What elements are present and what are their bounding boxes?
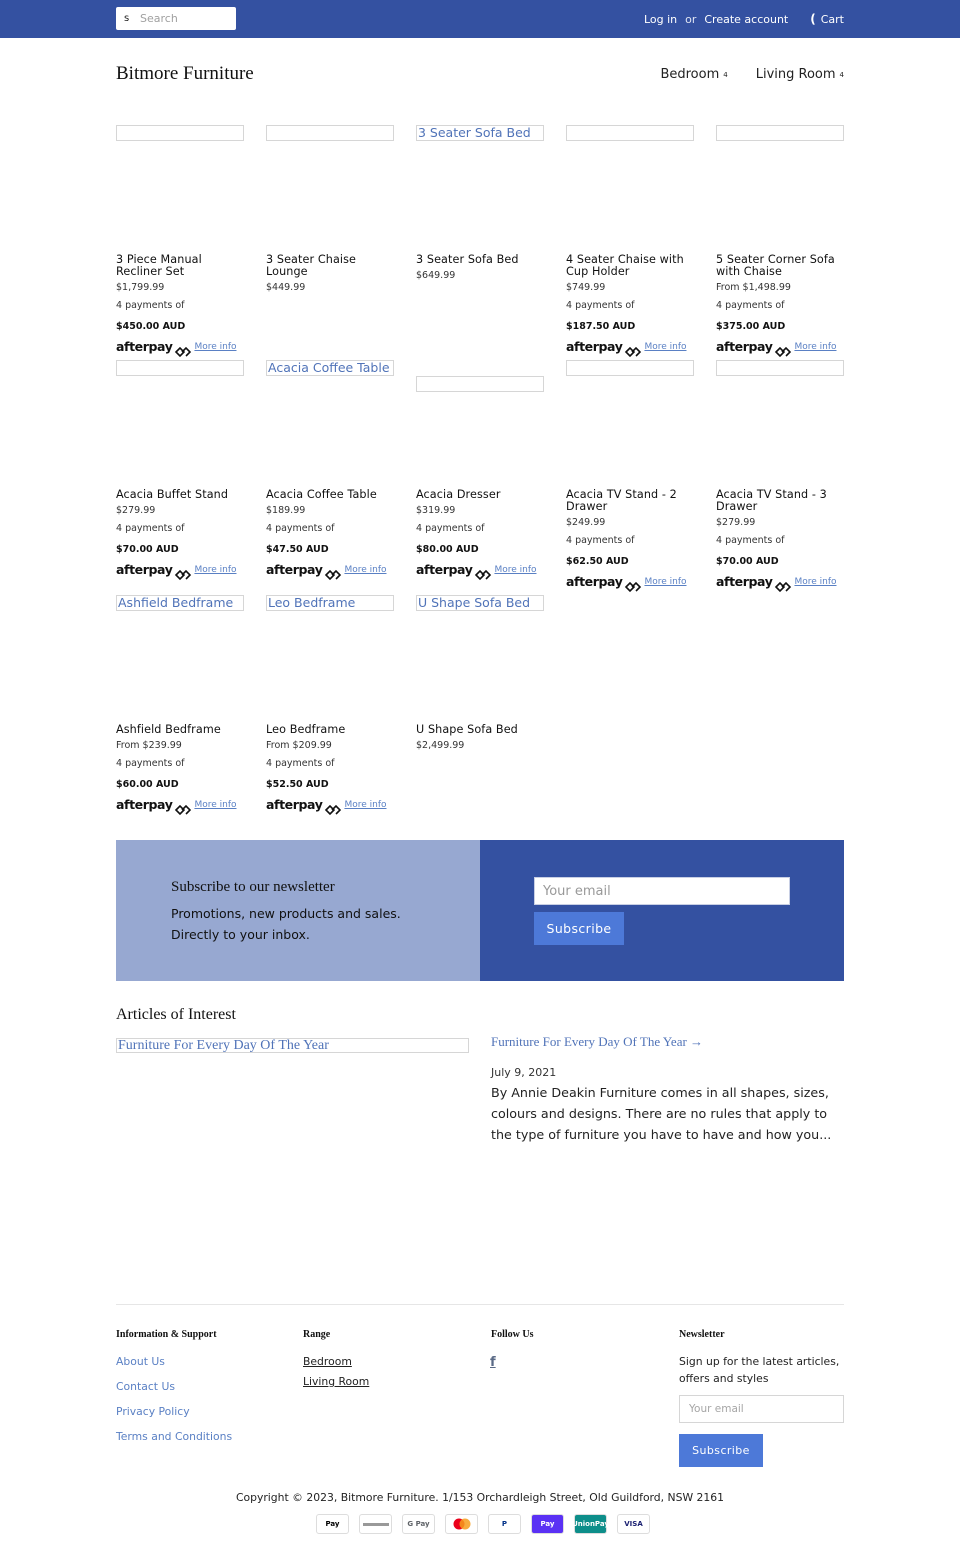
site-logo[interactable]: Bitmore Furniture: [116, 63, 254, 84]
product-title[interactable]: Acacia Buffet Stand: [116, 488, 229, 501]
afterpay-more-info-link[interactable]: More info: [644, 341, 687, 352]
search-icon[interactable]: s: [124, 13, 130, 24]
afterpay-badge: [116, 339, 237, 354]
afterpay-badge: [116, 797, 237, 812]
nav-item-bedroom[interactable]: [660, 67, 727, 82]
chevron-down-icon: 4: [723, 70, 728, 79]
product-title[interactable]: Ashfield Bedframe: [116, 723, 221, 736]
newsletter-title: Subscribe to our newsletter: [171, 879, 335, 895]
newsletter-text: Promotions, new products and sales. Directly to your inbox.: [171, 906, 401, 942]
newsletter-panel-right: [480, 840, 844, 981]
afterpay-payments-text: 4 payments of: [116, 758, 185, 769]
afterpay-more-info-link[interactable]: More info: [494, 564, 537, 575]
product-image[interactable]: Leo Bedframe: [266, 595, 394, 611]
apple-pay-icon: Pay: [316, 1514, 349, 1534]
afterpay-amount: $375.00 AUD: [716, 321, 786, 332]
product-price: $449.99: [266, 282, 306, 293]
footer-email-field[interactable]: [679, 1395, 844, 1423]
product-title[interactable]: Acacia TV Stand - 2 Drawer: [566, 488, 677, 513]
afterpay-badge: [716, 574, 837, 589]
search-input[interactable]: [140, 10, 232, 27]
generic-card-icon: [359, 1514, 392, 1534]
afterpay-icon: [775, 342, 789, 351]
product-title[interactable]: 3 Seater Chaise Lounge: [266, 253, 357, 278]
visa-icon: VISA: [617, 1514, 650, 1534]
create-account-link[interactable]: Create account: [704, 12, 789, 26]
mastercard-icon: [445, 1514, 478, 1534]
afterpay-badge: [716, 339, 837, 354]
footer-link-terms[interactable]: Terms and Conditions: [116, 1430, 233, 1443]
product-image[interactable]: [116, 360, 244, 376]
product-image[interactable]: [266, 125, 394, 141]
afterpay-more-info-link[interactable]: More info: [194, 341, 237, 352]
article-date: July 9, 2021: [491, 1066, 557, 1079]
product-image[interactable]: U Shape Sofa Bed: [416, 595, 544, 611]
article-title-link[interactable]: Furniture For Every Day Of The Year →: [491, 1034, 704, 1049]
afterpay-amount: $62.50 AUD: [566, 556, 629, 567]
afterpay-amount: $70.00 AUD: [716, 556, 779, 567]
product-price: From $209.99: [266, 740, 332, 751]
footer-link-living-room[interactable]: Living Room: [303, 1375, 370, 1388]
product-price: $319.99: [416, 505, 456, 516]
afterpay-badge: [566, 339, 687, 354]
chevron-down-icon: 4: [839, 70, 844, 79]
footer-newsletter-heading: Newsletter: [679, 1329, 725, 1340]
product-title[interactable]: 3 Seater Sofa Bed: [416, 253, 519, 266]
product-price: $279.99: [716, 517, 756, 528]
footer-divider: [116, 1304, 844, 1305]
payment-icons: [316, 1514, 650, 1534]
footer-subscribe-button[interactable]: Subscribe: [679, 1434, 763, 1467]
afterpay-payments-text: 4 payments of: [266, 523, 335, 534]
footer-link-contact-us[interactable]: Contact Us: [116, 1380, 175, 1393]
product-title[interactable]: Acacia Coffee Table: [266, 488, 377, 501]
afterpay-icon: [175, 565, 189, 574]
afterpay-logo: afterpay: [266, 562, 323, 577]
afterpay-logo: afterpay: [116, 797, 173, 812]
afterpay-more-info-link[interactable]: More info: [644, 576, 687, 587]
footer-link-privacy-policy[interactable]: Privacy Policy: [116, 1405, 190, 1418]
afterpay-payments-text: 4 payments of: [716, 535, 785, 546]
afterpay-logo: afterpay: [116, 339, 173, 354]
product-image[interactable]: [566, 360, 694, 376]
copyright-text: Copyright © 2023, Bitmore Furniture. 1/153 Orchardleigh Street, Old Guildford, NSW 2161: [235, 1491, 725, 1504]
afterpay-more-info-link[interactable]: More info: [344, 799, 387, 810]
afterpay-payments-text: 4 payments of: [416, 523, 485, 534]
product-image[interactable]: 3 Seater Sofa Bed: [416, 125, 544, 141]
top-bar: [0, 0, 960, 38]
afterpay-amount: $47.50 AUD: [266, 544, 329, 555]
union-pay-icon: UnionPay: [574, 1514, 607, 1534]
footer-range-heading: Range: [303, 1329, 331, 1340]
product-image[interactable]: [716, 360, 844, 376]
afterpay-badge: [266, 797, 387, 812]
product-price: $279.99: [116, 505, 156, 516]
afterpay-payments-text: 4 payments of: [716, 300, 785, 311]
product-price: $249.99: [566, 517, 606, 528]
afterpay-more-info-link[interactable]: More info: [794, 341, 837, 352]
afterpay-amount: $52.50 AUD: [266, 779, 329, 790]
afterpay-more-info-link[interactable]: More info: [194, 799, 237, 810]
afterpay-payments-text: 4 payments of: [266, 758, 335, 769]
afterpay-more-info-link[interactable]: More info: [794, 576, 837, 587]
product-title[interactable]: Acacia TV Stand - 3 Drawer: [716, 488, 827, 513]
nav-item-living-room[interactable]: [756, 67, 844, 82]
afterpay-logo: afterpay: [566, 339, 623, 354]
newsletter-email-field[interactable]: [534, 877, 790, 905]
afterpay-payments-text: 4 payments of: [116, 300, 185, 311]
footer-link-bedroom[interactable]: Bedroom: [303, 1355, 352, 1368]
product-title[interactable]: 5 Seater Corner Sofa with Chaise: [716, 253, 835, 278]
product-price: $2,499.99: [416, 740, 465, 751]
nav-label: Bedroom: [660, 67, 720, 82]
product-price: $749.99: [566, 282, 606, 293]
afterpay-amount: $70.00 AUD: [116, 544, 179, 555]
paypal-icon: P: [488, 1514, 521, 1534]
afterpay-icon: [625, 342, 639, 351]
product-title[interactable]: U Shape Sofa Bed: [416, 723, 518, 736]
cart-icon: (: [810, 12, 816, 26]
product-price: $189.99: [266, 505, 306, 516]
afterpay-payments-text: 4 payments of: [116, 523, 185, 534]
afterpay-logo: afterpay: [266, 797, 323, 812]
footer-newsletter-text: Sign up for the latest articles, offers and styles: [679, 1355, 840, 1385]
afterpay-badge: [416, 562, 537, 577]
afterpay-logo: afterpay: [116, 562, 173, 577]
articles-heading: Articles of Interest: [116, 1006, 236, 1023]
afterpay-amount: $450.00 AUD: [116, 321, 186, 332]
newsletter-subscribe-button[interactable]: Subscribe: [534, 912, 624, 945]
product-price: $1,799.99: [116, 282, 165, 293]
afterpay-badge: [266, 562, 387, 577]
product-title[interactable]: 3 Piece Manual Recliner Set: [116, 253, 202, 278]
product-image[interactable]: Ashfield Bedframe: [116, 595, 244, 611]
afterpay-badge: [566, 574, 687, 589]
afterpay-icon: [775, 577, 789, 586]
afterpay-more-info-link[interactable]: More info: [194, 564, 237, 575]
afterpay-amount: $60.00 AUD: [116, 779, 179, 790]
card-stripe: [363, 1523, 389, 1526]
nav-label: Living Room: [755, 67, 836, 82]
product-price: From $239.99: [116, 740, 182, 751]
afterpay-more-info-link[interactable]: More info: [344, 564, 387, 575]
afterpay-amount: $187.50 AUD: [566, 321, 636, 332]
footer-link-about-us[interactable]: About Us: [116, 1355, 165, 1368]
product-title[interactable]: 4 Seater Chaise with Cup Holder: [566, 253, 684, 278]
google-pay-icon: G Pay: [402, 1514, 435, 1534]
account-links: [644, 12, 844, 26]
afterpay-logo: afterpay: [566, 574, 623, 589]
afterpay-icon: [175, 800, 189, 809]
facebook-icon[interactable]: f: [490, 1355, 496, 1370]
product-image[interactable]: [416, 376, 544, 392]
product-title[interactable]: Acacia Dresser: [416, 488, 501, 501]
afterpay-payments-text: 4 payments of: [566, 300, 635, 311]
afterpay-badge: [116, 562, 237, 577]
product-title[interactable]: Leo Bedframe: [266, 723, 346, 736]
article-excerpt: By Annie Deakin Furniture comes in all shapes, sizes, colours and designs. There are no rules that apply to the type of furniture you have to have and how you...: [491, 1085, 832, 1142]
afterpay-icon: [325, 800, 339, 809]
afterpay-icon: [325, 565, 339, 574]
product-image[interactable]: [116, 125, 244, 141]
cart-link[interactable]: [810, 12, 844, 26]
product-image[interactable]: Acacia Coffee Table: [266, 360, 394, 376]
or-text: or: [685, 12, 697, 26]
product-image[interactable]: [716, 125, 844, 141]
afterpay-icon: [625, 577, 639, 586]
cart-label: Cart: [820, 12, 844, 26]
shop-pay-icon: Pay: [531, 1514, 564, 1534]
product-price: $649.99: [416, 270, 456, 281]
afterpay-logo: afterpay: [716, 574, 773, 589]
mastercard-circles: [452, 1518, 472, 1530]
product-price: From $1,498.99: [716, 282, 791, 293]
main-nav: [660, 67, 844, 82]
afterpay-amount: $80.00 AUD: [416, 544, 479, 555]
afterpay-icon: [175, 342, 189, 351]
afterpay-logo: afterpay: [716, 339, 773, 354]
article-image[interactable]: Furniture For Every Day Of The Year: [116, 1038, 469, 1053]
afterpay-logo: afterpay: [416, 562, 473, 577]
afterpay-payments-text: 4 payments of: [566, 535, 635, 546]
search-box[interactable]: [116, 7, 236, 30]
login-link[interactable]: Log in: [643, 12, 678, 26]
footer-info-heading: Information & Support: [116, 1329, 217, 1340]
product-image[interactable]: [566, 125, 694, 141]
footer-follow-heading: Follow Us: [491, 1329, 534, 1340]
afterpay-icon: [475, 565, 489, 574]
